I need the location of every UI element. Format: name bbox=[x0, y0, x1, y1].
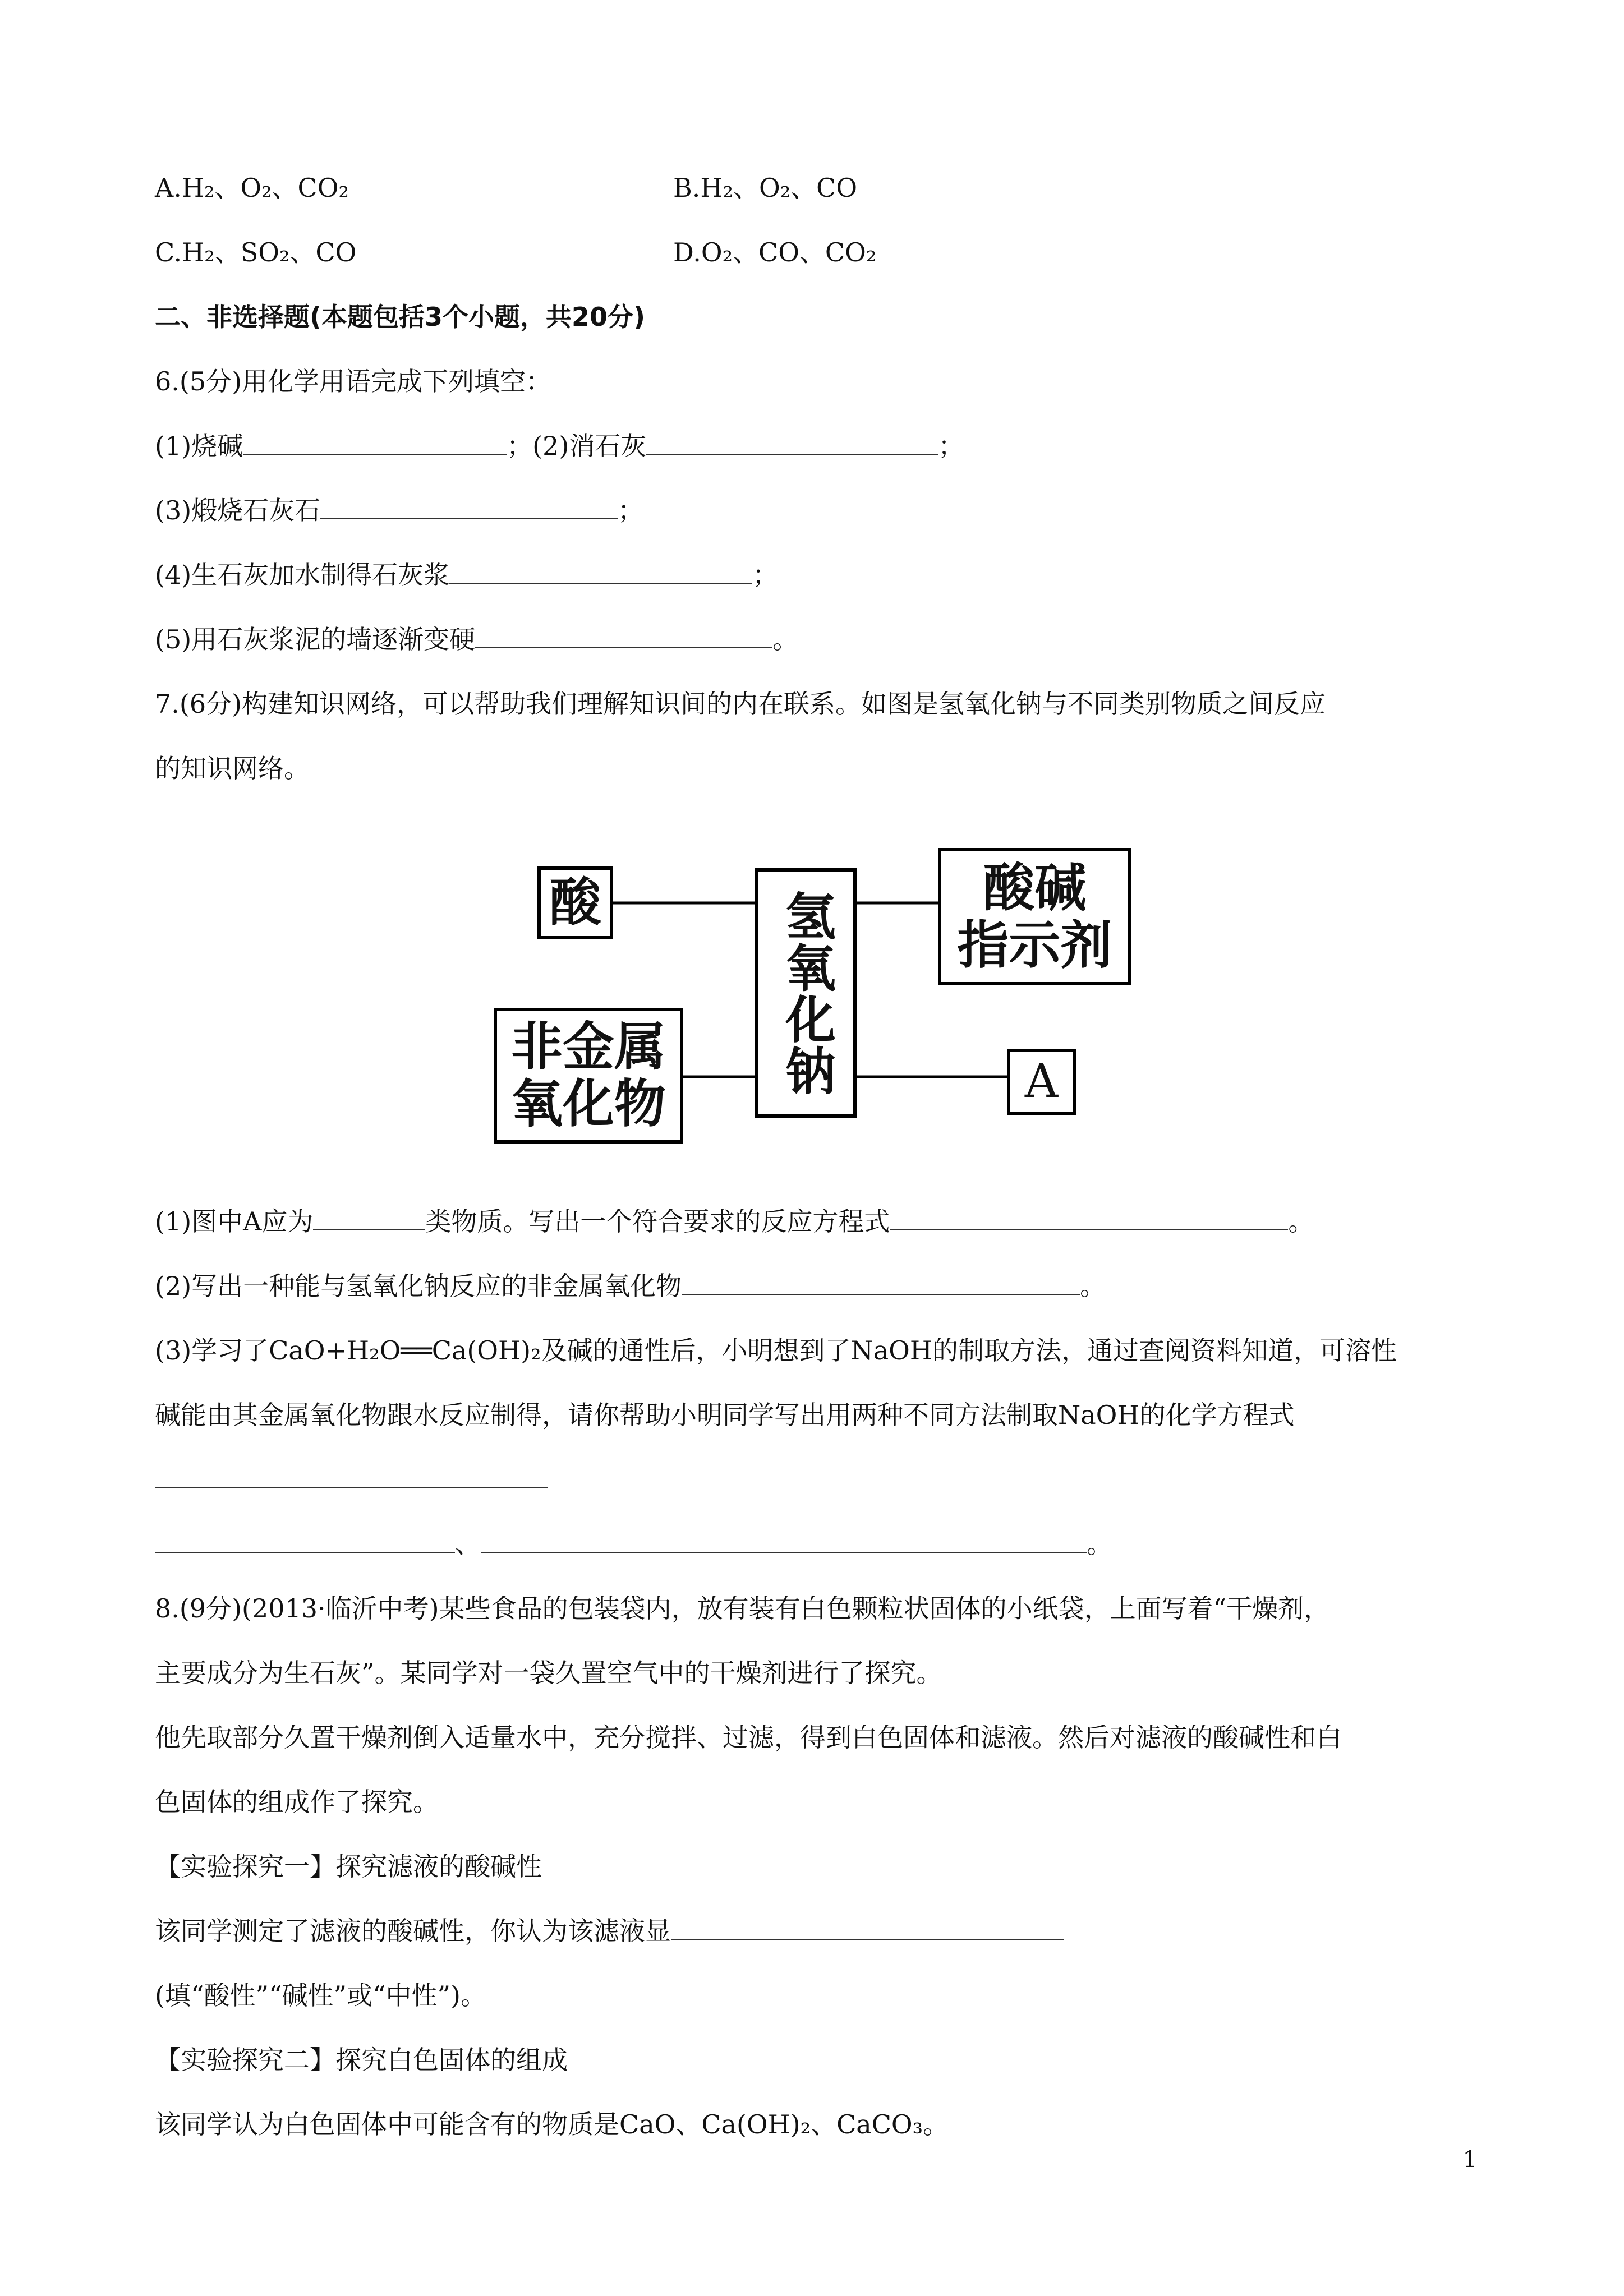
q8-exp1-hint: (填“酸性”“碱性”或“中性”)。 bbox=[155, 1980, 486, 2011]
a-label: A bbox=[1024, 1055, 1059, 1108]
q7-sub-2-pre: (2)写出一种能与氢氧化钠反应的非金属氧化物 bbox=[155, 1271, 682, 1301]
q6-stem: 6.(5分)用化学用语完成下列填空： bbox=[155, 366, 552, 397]
q7-sub-3-end: 。 bbox=[1087, 1529, 1112, 1559]
center-label: 氢氧化钠 bbox=[776, 889, 835, 1096]
q6-item-2-label: (2)消石灰 bbox=[532, 431, 647, 461]
q7-sub-3-sep: 、 bbox=[455, 1529, 481, 1559]
q6-item-3 bbox=[155, 494, 643, 527]
q6-item-5-end: 。 bbox=[772, 624, 799, 654]
q8-exp2-title: 【实验探究二】探究白色固体的组成 bbox=[155, 2045, 568, 2075]
answer-blank[interactable] bbox=[481, 1529, 1087, 1553]
q7-sub-3-blank-line bbox=[155, 1463, 548, 1496]
q8-exp1-text bbox=[155, 1914, 1064, 1948]
option-a: A.H₂、O₂、CO₂ bbox=[155, 173, 349, 203]
nonmetal-label-line2: 氧化物 bbox=[510, 1074, 666, 1134]
indicator-label-line2: 指示剂 bbox=[957, 915, 1112, 975]
q8-line3: 他先取部分久置干燥剂倒入适量水中，充分搅拌、过滤，得到白色固体和滤液。然后对滤液的酸碱性和白 bbox=[155, 1722, 1342, 1753]
q7-sub-3-answers bbox=[155, 1527, 1112, 1561]
option-b: B.H₂、O₂、CO bbox=[673, 173, 858, 203]
diagram-acid-box bbox=[537, 866, 613, 939]
section-title: 二、非选择题(本题包括3个小题，共20分) bbox=[155, 302, 646, 332]
q6-item-3-label: (3)煅烧石灰石 bbox=[155, 495, 321, 525]
q7-sub-3-line1: (3)学习了CaO+H₂O══Ca(OH)₂及碱的通性后，小明想到了NaOH的制取方法，通过查阅资料知道，可溶性 bbox=[155, 1335, 1397, 1366]
option-d: D.O₂、CO、CO₂ bbox=[673, 237, 877, 268]
q6-item-4 bbox=[155, 558, 778, 592]
answer-blank[interactable] bbox=[475, 625, 772, 648]
q8-exp2-text: 该同学认为白色固体中可能含有的物质是CaO、Ca(OH)₂、CaCO₃。 bbox=[155, 2109, 949, 2140]
q6-item-5-label: (5)用石灰浆泥的墙逐渐变硬 bbox=[155, 624, 476, 654]
q6-item-1-2 bbox=[155, 429, 964, 463]
q7-sub-3-line2: 碱能由其金属氧化物跟水反应制得，请你帮助小明同学写出用两种不同方法制取NaOH的化学方程式 bbox=[155, 1400, 1295, 1430]
q8-line4: 色固体的组成作了探究。 bbox=[155, 1787, 439, 1817]
acid-label: 酸 bbox=[549, 873, 601, 933]
answer-blank[interactable] bbox=[682, 1271, 1080, 1295]
answer-blank[interactable] bbox=[243, 431, 507, 455]
q7-sub-1 bbox=[155, 1205, 1314, 1238]
q7-sub-1-end: 。 bbox=[1288, 1206, 1314, 1237]
answer-blank[interactable] bbox=[449, 560, 752, 584]
q6-item-1-label: (1)烧碱 bbox=[155, 431, 243, 461]
q6-item-4-label: (4)生石灰加水制得石灰浆 bbox=[155, 560, 450, 590]
q6-item-2-end: ； bbox=[938, 431, 964, 461]
q8-exp1-title: 【实验探究一】探究滤液的酸碱性 bbox=[155, 1851, 542, 1882]
q8-exp1-prompt: 该同学测定了滤液的酸碱性，你认为该滤液显 bbox=[155, 1916, 671, 1946]
q7-sub-1-pre: (1)图中A应为 bbox=[155, 1206, 314, 1237]
page-number: 1 bbox=[1462, 2147, 1477, 2173]
answer-blank[interactable] bbox=[671, 1916, 1064, 1940]
q7-sub-1-mid: 类物质。写出一个符合要求的反应方程式 bbox=[425, 1206, 890, 1237]
q6-item-3-end: ； bbox=[618, 495, 644, 525]
q7-stem-line2: 的知识网络。 bbox=[155, 753, 310, 783]
diagram-center-box bbox=[755, 868, 857, 1118]
answer-blank[interactable] bbox=[155, 1529, 455, 1553]
answer-blank[interactable] bbox=[155, 1465, 548, 1488]
nonmetal-label-line1: 非金属 bbox=[510, 1017, 666, 1077]
q6-item-4-end: ； bbox=[752, 560, 779, 590]
q7-sub-2-end: 。 bbox=[1080, 1271, 1106, 1301]
answer-blank[interactable] bbox=[313, 1207, 425, 1230]
diagram-nonmetal-oxide-box bbox=[494, 1008, 683, 1144]
diagram-a-box bbox=[1007, 1049, 1076, 1115]
q7-sub-2 bbox=[155, 1269, 1106, 1303]
q8-line1: 8.(9分)(2013·临沂中考)某些食品的包装袋内，放有装有白色颗粒状固体的小纸袋，上面写着“干燥剂， bbox=[155, 1593, 1330, 1624]
q6-item-5 bbox=[155, 623, 798, 656]
q6-separator: ； bbox=[507, 431, 533, 461]
indicator-label-line1: 酸碱 bbox=[983, 857, 1087, 918]
answer-blank[interactable] bbox=[646, 431, 938, 455]
option-c: C.H₂、SO₂、CO bbox=[155, 237, 357, 268]
answer-blank[interactable] bbox=[320, 496, 618, 519]
q7-stem-line1: 7.(6分)构建知识网络，可以帮助我们理解知识间的内在联系。如图是氢氧化钠与不同类别物质之间反应 bbox=[155, 689, 1326, 719]
diagram-indicator-box bbox=[938, 848, 1131, 985]
q8-line2: 主要成分为生石灰”。某同学对一袋久置空气中的干燥剂进行了探究。 bbox=[155, 1658, 942, 1688]
answer-blank[interactable] bbox=[890, 1207, 1288, 1230]
